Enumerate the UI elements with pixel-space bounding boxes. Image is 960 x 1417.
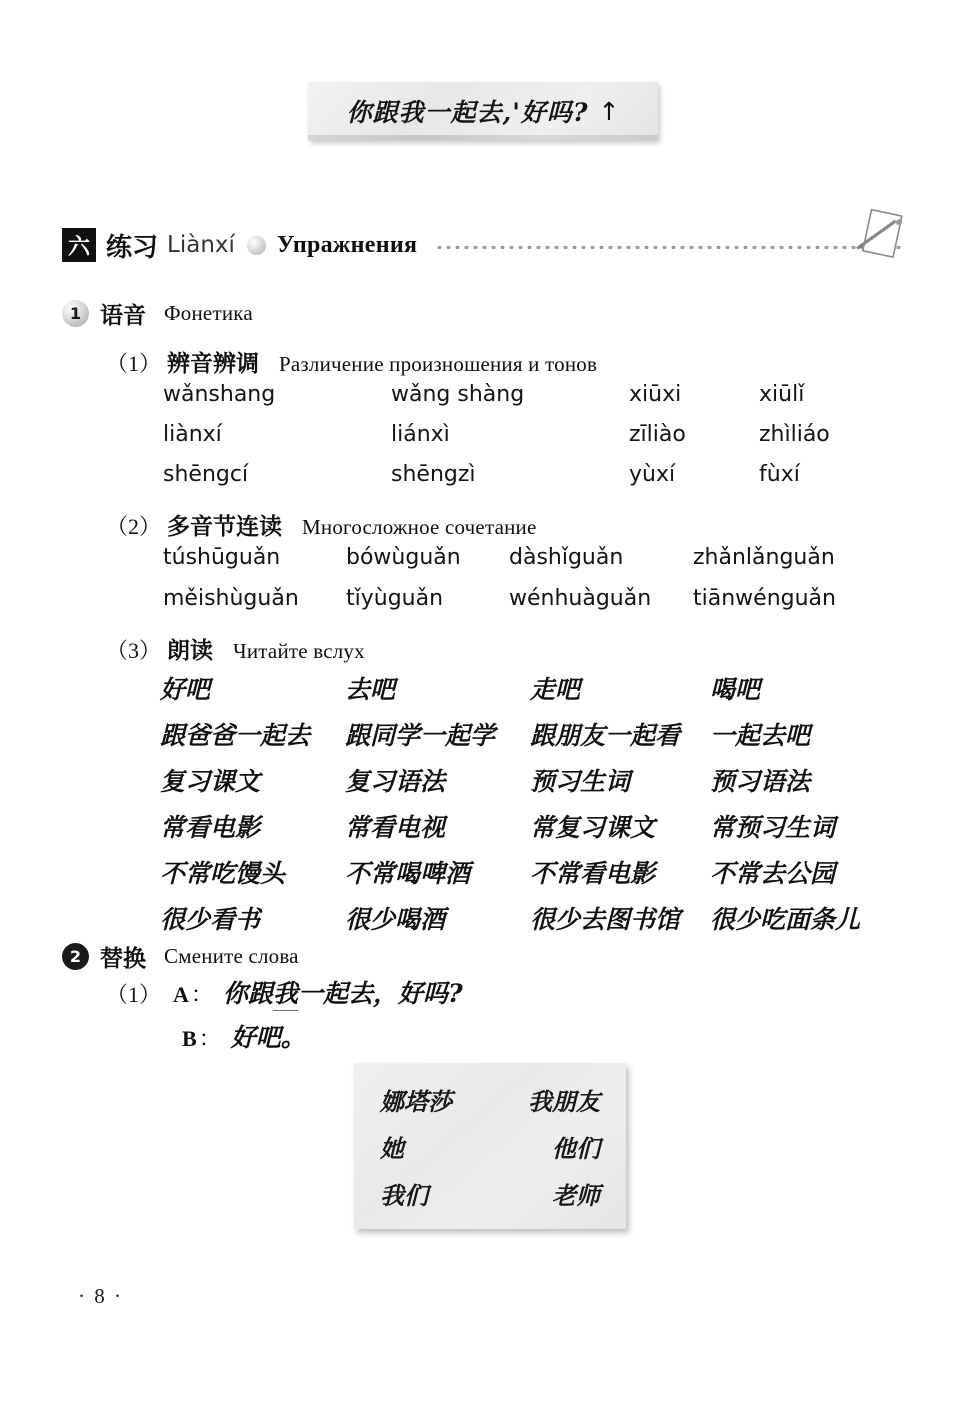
pinyin-grid-tone-discrimination bbox=[163, 382, 869, 487]
reading-phrase: 很少吃面条儿 bbox=[710, 905, 861, 934]
reading-phrase: 不常看电影 bbox=[530, 859, 656, 888]
substitution-word: 她 bbox=[380, 1133, 404, 1163]
reading-phrase: 不常去公园 bbox=[710, 859, 836, 888]
reading-phrase: 很少去图书馆 bbox=[530, 905, 681, 934]
section-number-badge: 六 bbox=[62, 228, 96, 262]
reading-phrase: 去吧 bbox=[345, 675, 396, 704]
reading-phrase: 跟同学一起学 bbox=[345, 721, 496, 750]
pinyin-word: wǎnshang bbox=[163, 382, 276, 407]
dialogue-item-label: （1） bbox=[106, 982, 162, 1007]
dialogue-a-after: 一起去，好吗? bbox=[297, 979, 463, 1008]
subsection-1-2-heading bbox=[106, 508, 537, 541]
reading-phrase: 不常吃馒头 bbox=[160, 859, 286, 888]
pinyin-word: měishùguǎn bbox=[163, 586, 299, 611]
dialogue-a-substitution-slot: 我 bbox=[273, 974, 298, 1011]
colon-a: ： bbox=[190, 982, 213, 1007]
pinyin-word: tiānwénguǎn bbox=[693, 586, 836, 611]
reading-phrase: 走吧 bbox=[530, 675, 581, 704]
pinyin-word: wǎng shàng bbox=[391, 382, 525, 407]
pinyin-word: xiūxi bbox=[629, 382, 682, 407]
pinyin-word: shēngzì bbox=[391, 462, 476, 487]
substitution-word: 他们 bbox=[552, 1133, 600, 1163]
substitution-word: 我们 bbox=[380, 1180, 428, 1210]
reading-phrase: 复习课文 bbox=[160, 767, 261, 796]
pinyin-word: dàshǐguǎn bbox=[509, 545, 624, 570]
subsection-1-2-label: （2） bbox=[106, 514, 162, 539]
pinyin-word: zhǎnlǎnguǎn bbox=[693, 545, 835, 570]
reading-phrase: 好吧 bbox=[160, 675, 211, 704]
pinyin-word: wénhuàguǎn bbox=[509, 586, 652, 611]
notepad-pencil-icon bbox=[852, 206, 908, 268]
pinyin-word: túshūguǎn bbox=[163, 545, 281, 570]
subsection-1-1-heading bbox=[106, 345, 597, 378]
substitution-word: 娜塔莎 bbox=[380, 1086, 452, 1116]
exercise-2-title-russian: Смените слова bbox=[164, 944, 299, 968]
rising-tone-arrow-icon: ↑ bbox=[598, 96, 620, 126]
reading-phrase: 常复习课文 bbox=[530, 813, 656, 842]
subsection-1-3-russian: Читайте вслух bbox=[233, 639, 365, 663]
substitution-word-box bbox=[354, 1063, 626, 1229]
exercise-1-heading bbox=[62, 297, 253, 330]
reading-phrase: 跟朋友一起看 bbox=[530, 721, 681, 750]
dialogue-a-before: 你跟 bbox=[222, 979, 273, 1008]
pinyin-word: bówùguǎn bbox=[346, 545, 461, 570]
exercise-1-title-russian: Фонетика bbox=[164, 301, 253, 325]
pinyin-word: zīliào bbox=[629, 422, 686, 447]
reading-phrase: 一起去吧 bbox=[710, 721, 811, 750]
dialogue-b-text: 好吧。 bbox=[230, 1023, 306, 1052]
reading-phrase: 跟爸爸一起去 bbox=[160, 721, 311, 750]
subsection-1-3-heading bbox=[106, 632, 365, 665]
pinyin-grid-polysyllabic bbox=[163, 545, 869, 611]
reading-phrase: 不常喝啤酒 bbox=[345, 859, 471, 888]
section-title-chinese: 练习 bbox=[106, 232, 159, 263]
exercise-1-number-badge: 1 bbox=[62, 300, 89, 327]
section-title-pinyin: Liànxí bbox=[167, 232, 235, 258]
pinyin-word: liànxí bbox=[163, 422, 222, 447]
subsection-1-3-chinese: 朗读 bbox=[167, 637, 214, 664]
pinyin-word: yùxí bbox=[629, 462, 676, 487]
lesson-banner bbox=[308, 82, 658, 140]
speaker-a-label: A bbox=[173, 982, 189, 1007]
dialogue-line-a bbox=[106, 974, 463, 1011]
pinyin-word: zhìliáo bbox=[759, 422, 830, 447]
reading-phrase: 喝吧 bbox=[710, 675, 761, 704]
reading-phrase: 复习语法 bbox=[345, 767, 446, 796]
reading-phrase: 很少看书 bbox=[160, 905, 261, 934]
exercise-2-title-chinese: 替换 bbox=[100, 945, 146, 972]
substitution-word: 我朋友 bbox=[528, 1086, 600, 1116]
section-heading bbox=[62, 224, 902, 266]
reading-phrase: 常看电视 bbox=[345, 813, 446, 842]
bullet-sphere-icon bbox=[247, 236, 266, 255]
exercise-1-title-chinese: 语音 bbox=[100, 302, 146, 329]
subsection-1-1-label: （1） bbox=[106, 351, 162, 376]
pinyin-word: xiūlǐ bbox=[759, 382, 805, 407]
subsection-1-1-russian: Различение произношения и тонов bbox=[279, 352, 598, 376]
dialogue-line-b bbox=[182, 1018, 306, 1054]
reading-phrase: 常看电影 bbox=[160, 813, 261, 842]
page-number: · 8 · bbox=[78, 1284, 123, 1308]
speaker-b-label: B bbox=[182, 1026, 197, 1051]
reading-phrase: 预习语法 bbox=[710, 767, 811, 796]
subsection-1-2-chinese: 多音节连读 bbox=[167, 513, 283, 540]
banner-sentence: 你跟我一起去,'好吗? bbox=[346, 98, 589, 127]
pinyin-word: tǐyùguǎn bbox=[346, 586, 444, 611]
exercise-2-number-badge: 2 bbox=[62, 943, 89, 970]
pinyin-word: fùxí bbox=[759, 462, 800, 487]
colon-b: ： bbox=[198, 1026, 221, 1051]
pinyin-word: shēngcí bbox=[163, 462, 249, 487]
subsection-1-3-label: （3） bbox=[106, 638, 162, 663]
section-title-russian: Упражнения bbox=[276, 231, 418, 258]
substitution-word: 老师 bbox=[552, 1180, 600, 1210]
reading-phrase: 预习生词 bbox=[530, 767, 631, 796]
reading-phrase: 很少喝酒 bbox=[345, 905, 446, 934]
reading-phrase: 常预习生词 bbox=[710, 813, 836, 842]
subsection-1-1-chinese: 辨音辨调 bbox=[167, 350, 260, 377]
dotted-leader bbox=[435, 246, 902, 249]
subsection-1-2-russian: Многосложное сочетание bbox=[302, 515, 537, 539]
exercise-2-heading bbox=[62, 940, 299, 973]
pinyin-word: liánxì bbox=[391, 422, 450, 447]
reading-aloud-grid bbox=[160, 670, 870, 936]
